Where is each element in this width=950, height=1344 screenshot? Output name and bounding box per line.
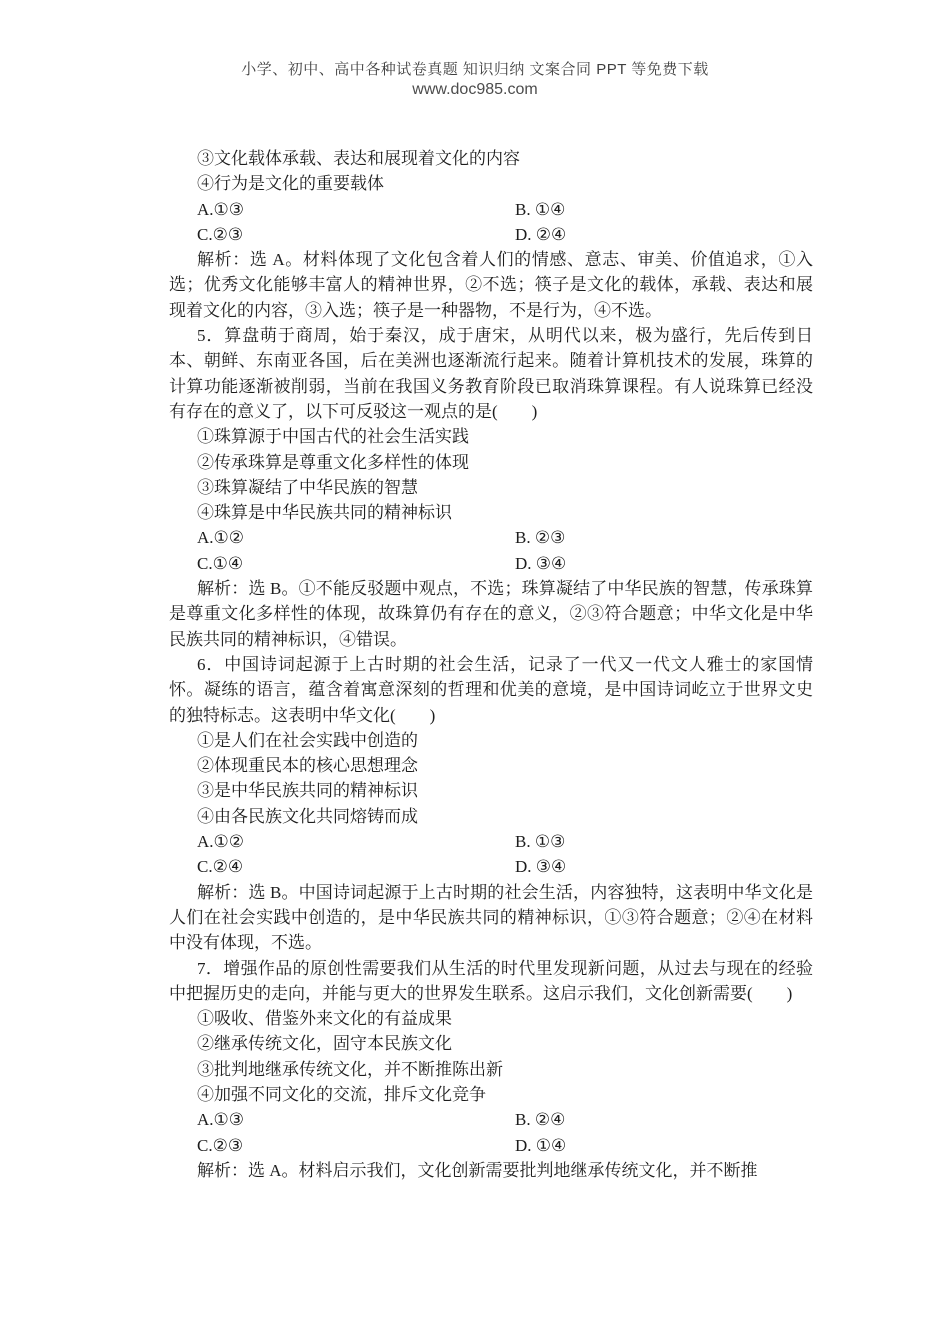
option-choice-right: D. ①④ xyxy=(515,1135,567,1155)
q5-item-2: ②传承珠算是尊重文化多样性的体现 xyxy=(197,452,469,472)
q6-item-1: ①是人们在社会实践中创造的 xyxy=(197,730,418,750)
option-choice-right: B. ②③ xyxy=(515,528,566,548)
q6-stem: 6．中国诗词起源于上古时期的社会生活，记录了一代又一代文人雅士的家国情怀。凝练的语言，蕴含着寓意深刻的哲理和优美的意境，是中国诗词屹立于世界文史的独特标志。这表明中华文化( ) xyxy=(169,654,813,725)
option-choice-left: A.①② xyxy=(197,832,245,852)
option-choice-right: D. ②④ xyxy=(515,224,567,244)
option-choice-left: A.①③ xyxy=(197,1110,245,1130)
q4-options-row-ab xyxy=(169,197,813,222)
q5-item-3: ③珠算凝结了中华民族的智慧 xyxy=(197,477,418,497)
option-choice-right: B. ①③ xyxy=(515,832,566,852)
q4-options-row-cd xyxy=(169,222,813,247)
option-choice-right: D. ③④ xyxy=(515,553,567,573)
q6-item-4: ④由各民族文化共同熔铸而成 xyxy=(197,806,418,826)
q7-item-4: ④加强不同文化的交流，排斥文化竞争 xyxy=(197,1084,486,1104)
q5-item-4: ④珠算是中华民族共同的精神标识 xyxy=(197,503,452,523)
q4-item-4: ④行为是文化的重要载体 xyxy=(197,174,384,194)
q7-item-2: ②继承传统文化，固守本民族文化 xyxy=(197,1034,452,1054)
q7-item-3: ③批判地继承传统文化，并不断推陈出新 xyxy=(197,1059,503,1079)
q7-options-row-ab xyxy=(169,1107,813,1132)
q5-options-row-ab xyxy=(169,525,813,550)
q7-item-1: ①吸收、借鉴外来文化的有益成果 xyxy=(197,1009,452,1029)
option-choice-right: B. ②④ xyxy=(515,1110,566,1130)
document-content xyxy=(169,146,813,1183)
q7-stem: 7．增强作品的原创性需要我们从生活的时代里发现新问题，从过去与现在的经验中把握历史的走向，并能与更大的世界发生联系。这启示我们，文化创新需要( ) xyxy=(169,958,813,1003)
q7-analysis-truncated: 解析：选 A。材料启示我们，文化创新需要批判地继承传统文化，并不断推 xyxy=(197,1160,758,1180)
q5-item-1: ①珠算源于中国古代的社会生活实践 xyxy=(197,427,469,447)
q6-item-2: ②体现重民本的核心思想理念 xyxy=(197,756,418,776)
watermark-text: 小学、初中、高中各种试卷真题 知识归纳 文案合同 PPT 等免费下载 xyxy=(241,61,709,78)
q6-analysis: 解析：选 B。中国诗词起源于上古时期的社会生活，内容独特，这表明中华文化是人们在社会实践中创造的，是中华民族共同的精神标识，①③符合题意；②④在材料中没有体现，不选。 xyxy=(169,882,813,953)
q6-options-row-ab xyxy=(169,829,813,854)
q4-analysis: 解析：选 A。材料体现了文化包含着人们的情感、意志、审美、价值追求，①入选；优秀文化能够丰富人的精神世界，②不选；筷子是文化的载体，承载、表达和展现着文化的内容，③入选；筷子是一种器物，不是行为，④不选。 xyxy=(169,250,813,320)
option-choice-right: D. ③④ xyxy=(515,857,567,877)
watermark-url: www.doc985.com xyxy=(412,81,538,98)
q5-options-row-cd xyxy=(169,551,813,576)
option-choice-left: C.②④ xyxy=(197,857,244,877)
q6-item-3: ③是中华民族共同的精神标识 xyxy=(197,781,418,801)
option-choice-left: C.①④ xyxy=(197,553,244,573)
option-choice-left: C.②③ xyxy=(197,1135,244,1155)
q4-item-3: ③文化载体承载、表达和展现着文化的内容 xyxy=(197,149,520,168)
q6-options-row-cd xyxy=(169,854,813,879)
q7-options-row-cd xyxy=(169,1133,813,1158)
q5-analysis: 解析：选 B。①不能反驳题中观点，不选；珠算凝结了中华民族的智慧，传承珠算是尊重文化多样性的体现，故珠算仍有存在的意义，②③符合题意；中华文化是中华民族共同的精神标识，④错误。 xyxy=(169,579,813,649)
watermark-header xyxy=(0,60,950,100)
option-choice-left: C.②③ xyxy=(197,224,244,244)
option-choice-right: B. ①④ xyxy=(515,199,566,219)
q5-stem: 5．算盘萌于商周，始于秦汉，成于唐宋，从明代以来，极为盛行，先后传到日本、朝鲜、东南亚各国，后在美洲也逐渐流行起来。随着计算机技术的发展，珠算的计算功能逐渐被削弱，当前在我国义务教育阶段已取消珠算课程。有人说珠算已经没有存在的意义了，以下可反驳这一观点的是( ) xyxy=(169,326,813,421)
option-choice-left: A.①② xyxy=(197,528,245,548)
option-choice-left: A.①③ xyxy=(197,199,245,219)
